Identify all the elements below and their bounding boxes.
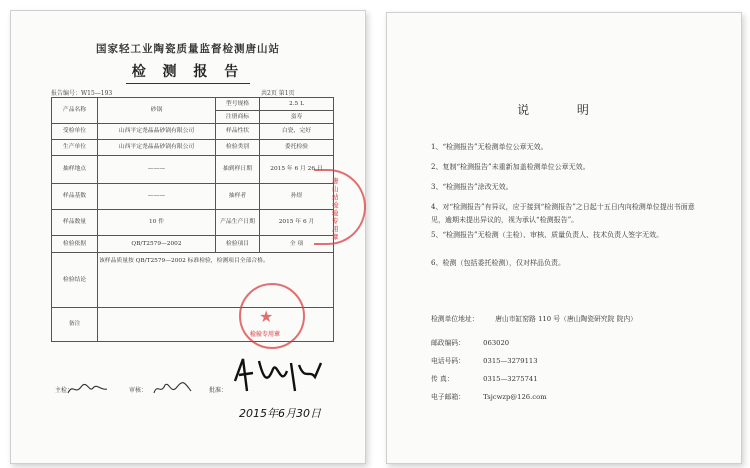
client-label: 受检单位 xyxy=(52,124,98,140)
remark-label: 备注 xyxy=(52,308,98,342)
conclusion-label: 检验结论 xyxy=(52,253,98,308)
note-2: 2、复制“检测报告”未重新加盖检测单位公章无效。 xyxy=(431,163,590,171)
reviewer-label: 审核： xyxy=(129,387,148,394)
report-number: 报告编号：W15—193 xyxy=(51,90,113,97)
email-label: 电子邮箱： xyxy=(431,393,465,401)
center-stamp xyxy=(239,283,305,349)
note-6: 6、检测（包括委托检测），仅对样品负责。 xyxy=(431,259,565,267)
product-value: 砂锅 xyxy=(98,98,216,124)
fax-row xyxy=(431,373,538,383)
fax-label: 传 真： xyxy=(431,375,454,383)
maker-signature-label: 主检： xyxy=(55,387,74,394)
sampler-value: 孙煜 xyxy=(260,184,334,210)
approver-label: 批准： xyxy=(209,387,228,394)
address-label: 检测单位地址： xyxy=(431,315,479,323)
sample-date-label: 抽到样日期 xyxy=(216,156,260,184)
page-indicator: 共2页 第1页 xyxy=(261,90,295,97)
star-icon: ★ xyxy=(259,307,274,326)
explanation-page xyxy=(386,12,742,464)
production-date-value: 2015 年 6 月 xyxy=(260,210,334,236)
production-date-label: 产品生产日期 xyxy=(216,210,260,236)
fax-value: 0315—3275741 xyxy=(483,375,538,383)
base-label: 样品基数 xyxy=(52,184,98,210)
check-type-label: 检验类别 xyxy=(216,140,260,156)
sample-date-value: 2015 年 6 月 26 日 xyxy=(260,156,334,184)
brand-value: 蛮寿 xyxy=(260,111,334,124)
maker-signature xyxy=(65,379,115,399)
note-1: 1、“检测报告”无检测单位公章无效。 xyxy=(431,143,548,151)
phone-row xyxy=(431,355,538,365)
explanation-title: 说 明 xyxy=(517,103,611,117)
check-type-value: 委托检验 xyxy=(260,140,334,156)
brand-label: 注册商标 xyxy=(216,111,260,124)
maker-label: 生产单位 xyxy=(52,140,98,156)
state-label: 样品性状 xyxy=(216,124,260,140)
note-5: 5、“检测报告”无检测（主检）、审核、质量负责人、技术负责人签字无效。 xyxy=(431,231,664,239)
basis-value: QB/T2579—2002 xyxy=(98,236,216,253)
report-title: 检 测 报 告 xyxy=(126,61,250,84)
conclusion-value: 该样品质量按 QB/T2579—2002 标准检验，检测项目全部合格。 xyxy=(98,253,334,308)
center-stamp-text: 检验专用章 xyxy=(250,331,281,338)
postcode-label: 邮政编码： xyxy=(431,339,465,347)
sampler-label: 抽样者 xyxy=(216,184,260,210)
model-value: 2.5 L xyxy=(260,98,334,111)
email-value: Tsjcwzp@126.com xyxy=(483,393,547,401)
approver-signature xyxy=(229,351,329,401)
product-label: 产品名称 xyxy=(52,98,98,124)
note-3: 3、“检测报告”涂改无效。 xyxy=(431,183,513,191)
items-label: 检验项目 xyxy=(216,236,260,253)
address-row xyxy=(431,313,637,323)
model-label: 型号规格 xyxy=(216,98,260,111)
site-value: ——— xyxy=(98,156,216,184)
client-value: 山西平定尧晶晶砂锅有限公司 xyxy=(98,124,216,140)
address-value: 唐山市缸窑路 110 号（唐山陶瓷研究院 院内） xyxy=(495,315,637,323)
base-value: ——— xyxy=(98,184,216,210)
side-stamp xyxy=(314,169,366,245)
state-value: 白瓷，完好 xyxy=(260,124,334,140)
reviewer-signature xyxy=(151,377,195,399)
site-label: 抽样地点 xyxy=(52,156,98,184)
note-4: 4、对“检测报告”有异议，应于接到“检测报告”之日起十五日内向检测单位提出书面意见，逾期未提出异议的，视为承认“检测报告”。 xyxy=(431,203,695,224)
items-value: 全 项 xyxy=(260,236,334,253)
org-title: 国家轻工业陶瓷质量监督检测唐山站 xyxy=(96,43,280,55)
maker-value: 山西平定尧晶晶砂锅有限公司 xyxy=(98,140,216,156)
email-row xyxy=(431,391,547,401)
postcode-value: 063020 xyxy=(483,339,510,347)
quantity-value: 10 件 xyxy=(98,210,216,236)
basis-label: 检验依据 xyxy=(52,236,98,253)
report-page xyxy=(10,10,366,464)
phone-value: 0315—3279113 xyxy=(483,357,538,365)
signature-date: 2015年6月30日 xyxy=(239,407,321,420)
postcode-row xyxy=(431,337,509,347)
quantity-label: 样品数量 xyxy=(52,210,98,236)
phone-label: 电话号码： xyxy=(431,357,465,365)
side-stamp-text: 唐山站检验专用章 xyxy=(332,177,339,241)
